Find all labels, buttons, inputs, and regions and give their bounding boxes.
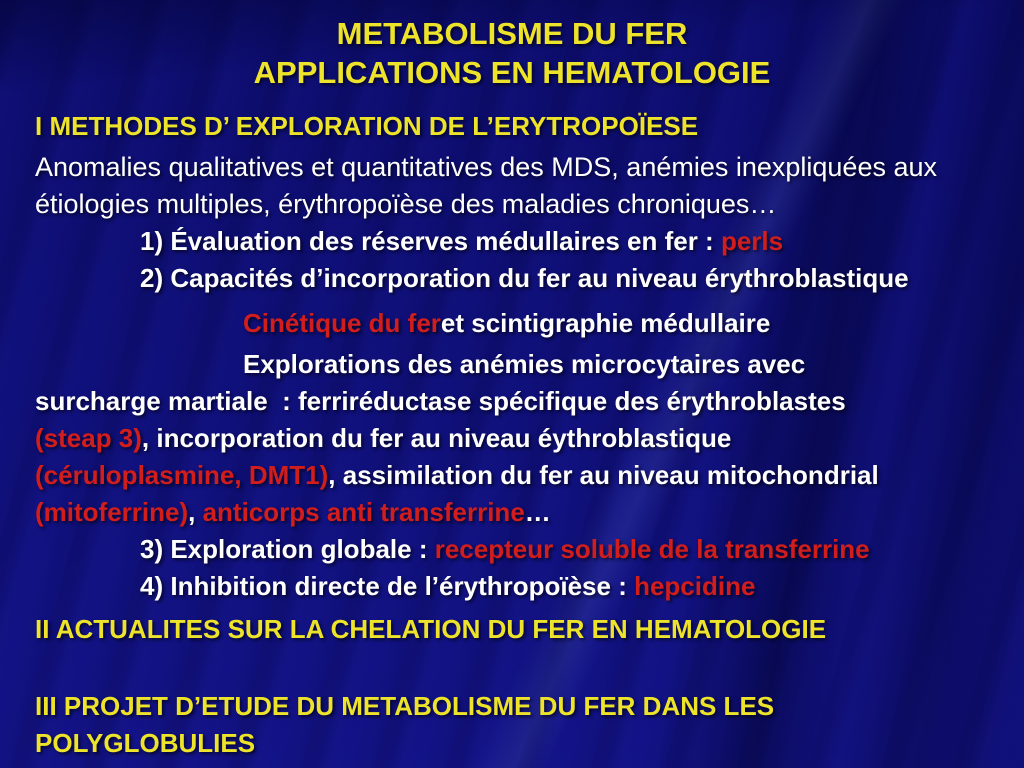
slide-title-line-2: APPLICATIONS EN HEMATOLOGIE (253, 55, 771, 90)
text-segment: POLYGLOBULIES (35, 728, 256, 758)
text-line (0, 494, 1024, 531)
text-line (0, 223, 1024, 260)
text-line (0, 611, 1024, 648)
text-segment: étiologies multiples, érythropoïèse des maladies chroniques… (35, 189, 777, 219)
text-segment: , assimilation du fer au niveau mitochondrial (328, 460, 879, 490)
text-line (0, 346, 1024, 383)
text-segment: hepcidine (634, 571, 756, 601)
slide-body (0, 108, 1024, 762)
text-line (0, 420, 1024, 457)
text-segment: … (524, 497, 551, 527)
text-segment: recepteur soluble de la transferrine (434, 534, 870, 564)
text-line (0, 531, 1024, 568)
text-segment: (steap 3) (35, 423, 142, 453)
text-segment: perls (720, 226, 784, 256)
text-line (0, 383, 1024, 420)
text-segment: , (188, 497, 203, 527)
text-segment: anticorps anti transferrine (202, 497, 525, 527)
text-segment: 2) Capacités d’incorporation du fer au niveau érythroblastique (140, 263, 909, 293)
text-line (0, 108, 1024, 145)
text-segment: 3) Exploration globale : (140, 534, 435, 564)
text-segment: Cinétique du fer (243, 308, 441, 338)
text-segment: 1) Évaluation des réserves médullaires en fer : (140, 226, 721, 256)
text-line (0, 457, 1024, 494)
text-segment: , incorporation du fer au niveau éythroblastique (141, 423, 732, 453)
text-line (0, 725, 1024, 762)
slide-title (0, 14, 1024, 92)
text-line (0, 186, 1024, 223)
text-segment: surcharge martiale : ferriréductase spécifique des érythroblastes (35, 386, 846, 416)
text-segment: III PROJET D’ETUDE DU METABOLISME DU FER DANS LES (35, 691, 775, 721)
text-segment: 4) Inhibition directe de l’érythropoïèse : (140, 571, 635, 601)
text-segment: II ACTUALITES SUR LA CHELATION DU FER EN HEMATOLOGIE (35, 614, 827, 644)
slide-title-line-1: METABOLISME DU FER (336, 16, 688, 51)
text-line (0, 260, 1024, 297)
text-segment: Anomalies qualitatives et quantitatives des MDS, anémies inexpliquées aux (35, 152, 937, 182)
text-segment: Explorations des anémies microcytaires avec (243, 349, 806, 379)
text-segment: (céruloplasmine, DMT1) (35, 460, 329, 490)
text-line (0, 149, 1024, 186)
text-segment: (mitoferrine) (35, 497, 189, 527)
text-segment: et scintigraphie médullaire (440, 308, 771, 338)
text-line (0, 688, 1024, 725)
text-line (0, 568, 1024, 605)
text-line (0, 305, 1024, 342)
text-segment: I METHODES D’ EXPLORATION DE L’ERYTROPOÏESE (35, 111, 699, 141)
